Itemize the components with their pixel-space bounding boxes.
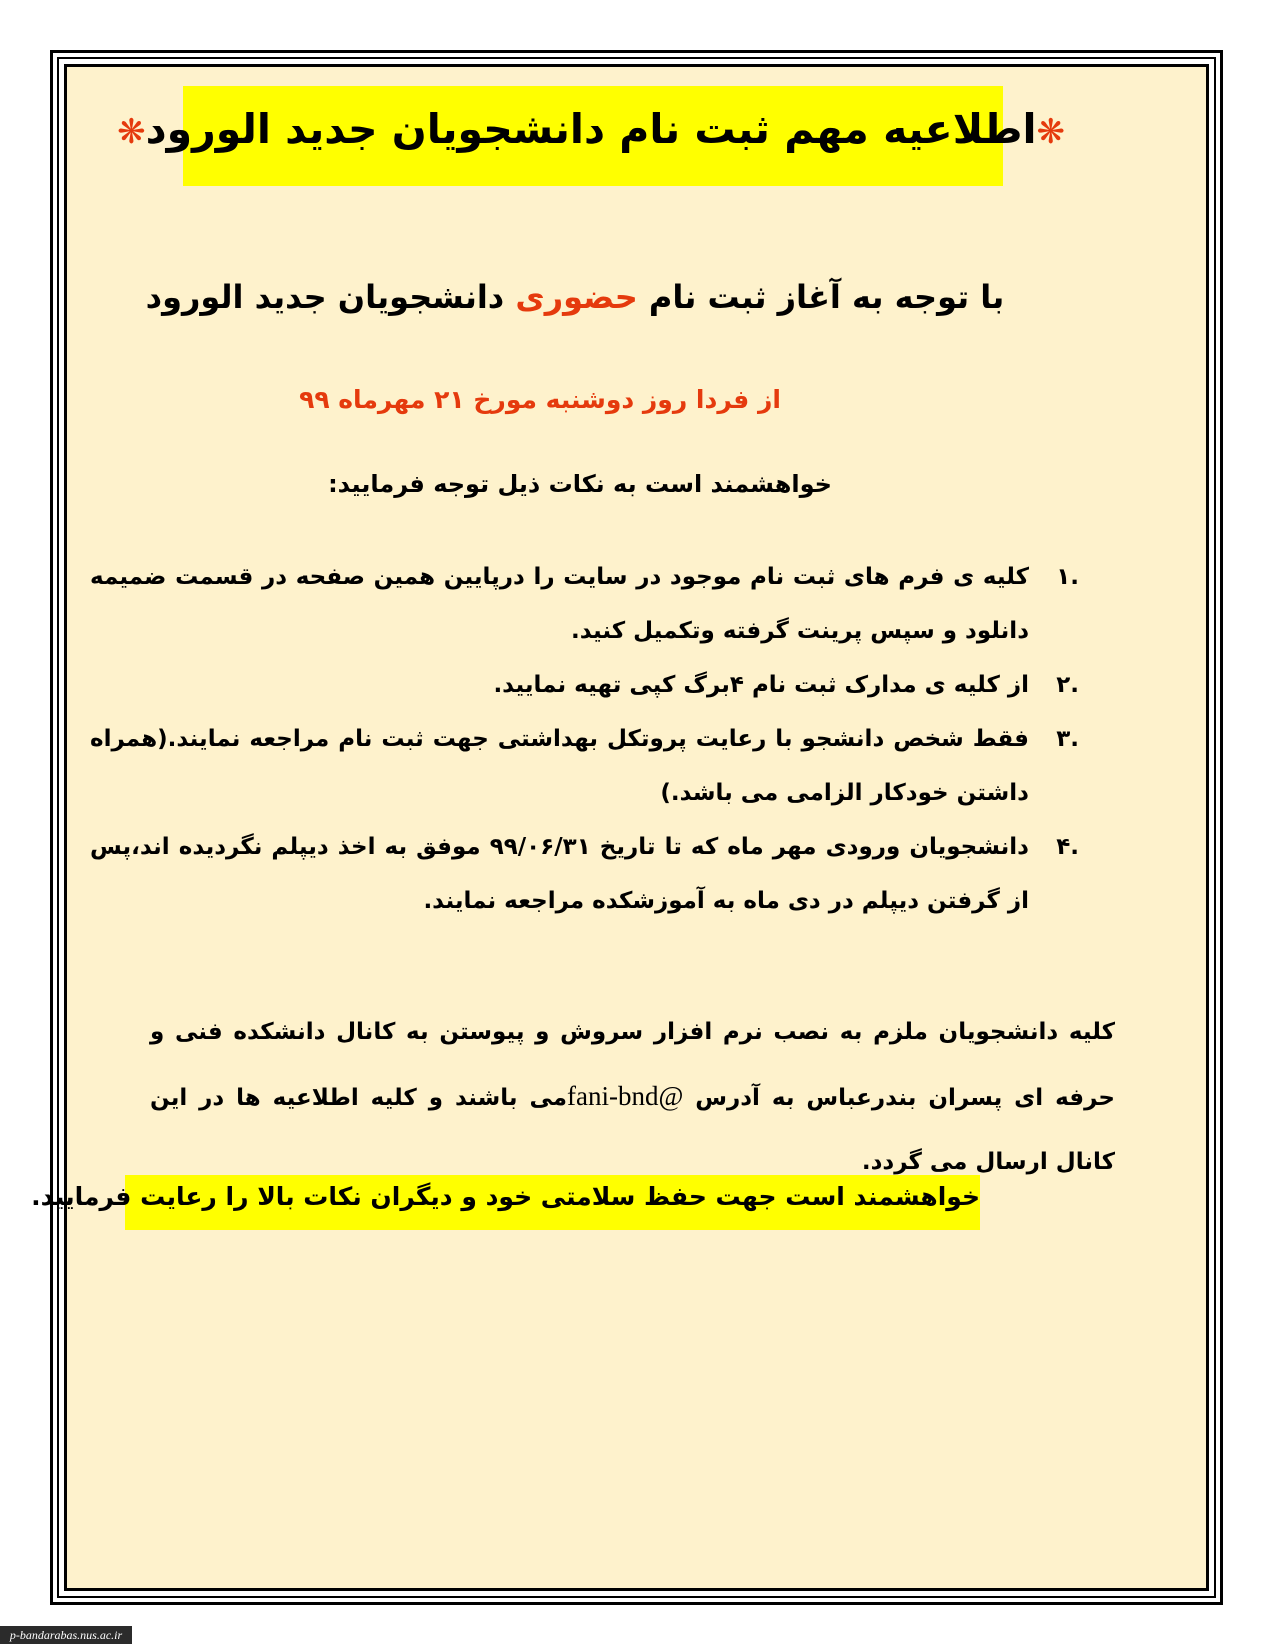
list-item bbox=[90, 658, 1085, 712]
item-number: .۱ bbox=[1056, 564, 1079, 590]
channel-handle: fani-bnd@ bbox=[566, 1081, 684, 1111]
subtitle-text-start: با توجه به آغاز ثبت نام bbox=[637, 278, 1005, 316]
subtitle-text-end: دانشجویان جدید الورود bbox=[145, 278, 505, 316]
channel-text-start: کلیه دانشجویان ملزم به نصب نرم افزار سروش و پیوستن به کانال دانشکده فنی و حرفه ای پسران بندرعباس به آدرس bbox=[150, 1019, 1115, 1111]
item-text: از کلیه ی مدارک ثبت نام ۴برگ کپی تهیه نمایید. bbox=[493, 672, 1029, 698]
site-watermark: p-bandarabas.nus.ac.ir bbox=[0, 1626, 132, 1644]
item-text: کلیه ی فرم های ثبت نام موجود در سایت را درپایین همین صفحه در قسمت ضمیمه دانلود و سپس پرینت گرفته وتکمیل کنید. bbox=[90, 564, 1029, 644]
channel-notice bbox=[150, 1000, 1115, 1194]
star-icon: ❋ bbox=[1036, 112, 1065, 152]
list-item bbox=[90, 712, 1085, 820]
star-icon: ❋ bbox=[117, 112, 146, 152]
announcement-title bbox=[117, 105, 1065, 153]
start-date: از فردا روز دوشنبه مورخ ۲۱ مهرماه ۹۹ bbox=[299, 385, 781, 414]
subtitle-highlight: حضوری bbox=[504, 278, 638, 316]
footer-note: خواهشمند است جهت حفظ سلامتی خود و دیگران نکات بالا را رعایت فرمایید. bbox=[31, 1182, 980, 1211]
item-number: .۳ bbox=[1056, 726, 1079, 752]
request-line: خواهشمند است به نکات ذیل توجه فرمایید: bbox=[328, 470, 832, 498]
title-text: اطلاعیه مهم ثبت نام دانشجویان جدید الورود bbox=[145, 105, 1037, 153]
item-number: .۲ bbox=[1056, 672, 1079, 698]
channel-text-end: می باشند و کلیه اطلاعیه ها در این کانال ارسال می گردد. bbox=[150, 1085, 1115, 1175]
item-text: دانشجویان ورودی مهر ماه که تا تاریخ ۹۹/۰۶/۳۱ موفق به اخذ دیپلم نگردیده اند،پس از گرفتن دیپلم در دی ماه به آموزشکده مراجعه نمایند. bbox=[90, 834, 1029, 914]
list-item bbox=[90, 820, 1085, 928]
list-item bbox=[90, 550, 1085, 658]
item-number: .۴ bbox=[1056, 834, 1079, 860]
item-text: فقط شخص دانشجو با رعایت پروتکل بهداشتی جهت ثبت نام مراجعه نمایند.(همراه داشتن خودکار الزامی می باشد.) bbox=[90, 726, 1029, 806]
announcement-subtitle bbox=[120, 278, 1030, 316]
instructions-list bbox=[90, 550, 1085, 928]
